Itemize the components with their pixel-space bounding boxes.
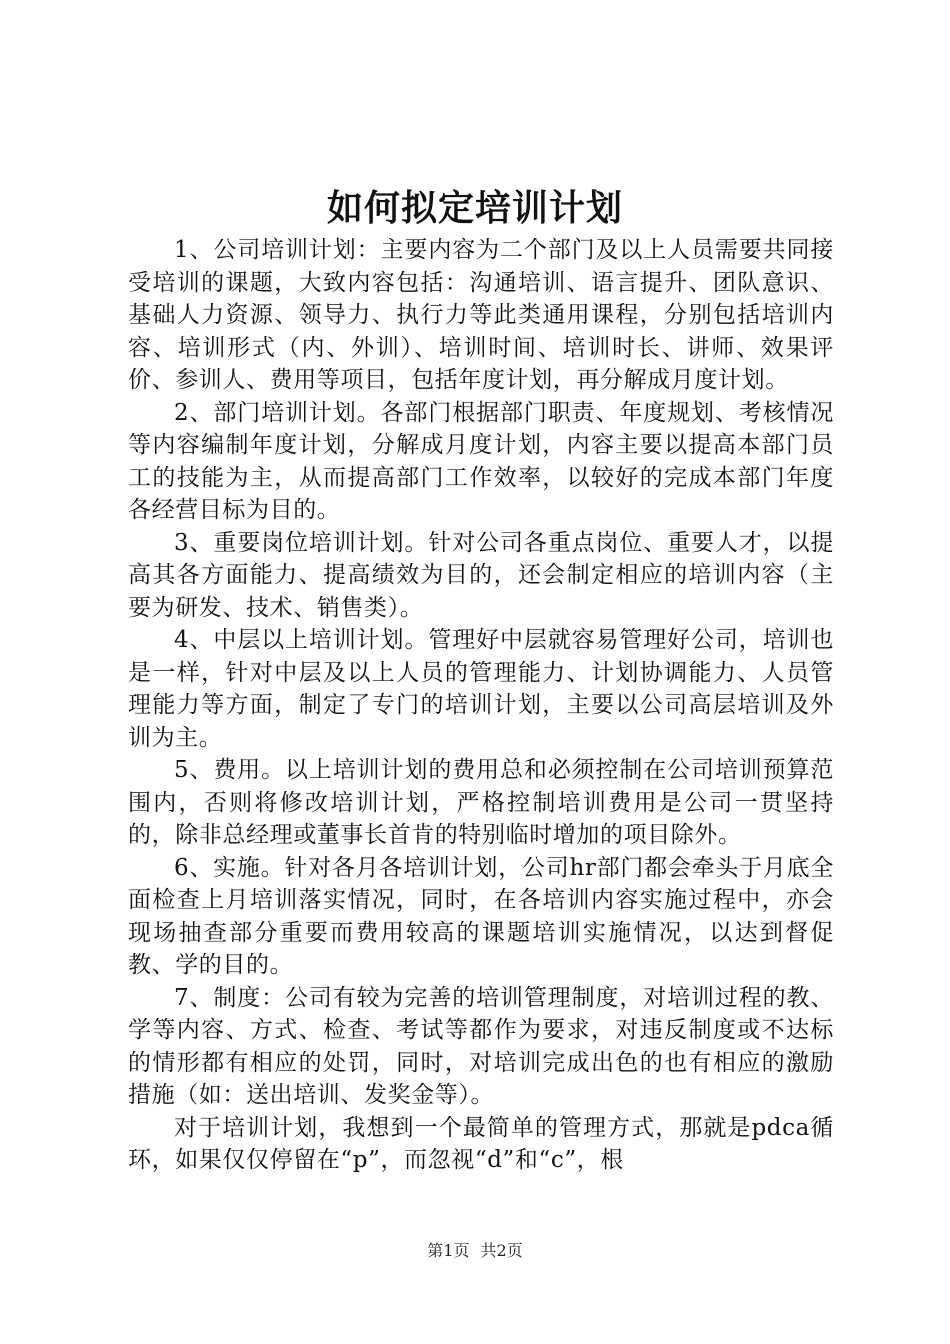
paragraph-6: 6、实施。针对各月各培训计划，公司hr部门都会牵头于月底全面检查上月培训落实情况，同时，在各培训内容实施过程中，亦会现场抽查部分重要而费用较高的课题培训实施情况，以达到督促教、学的目的。 [128, 854, 834, 978]
paragraph-3: 3、重要岗位培训计划。针对公司各重点岗位、重要人才，以提高其各方面能力、提高绩效为目的，还会制定相应的培训内容（主要为研发、技术、销售类）。 [128, 529, 834, 621]
page-total: 共2页 [480, 1241, 523, 1260]
page-number: 第1页 [427, 1241, 470, 1260]
paragraph-1: 1、公司培训计划：主要内容为二个部门及以上人员需要共同接受培训的课题，大致内容包括：沟通培训、语言提升、团队意识、基础人力资源、领导力、执行力等此类通用课程，分别包括培训内容、培训形式（内、外训）、培训时间、培训时长、讲师、效果评价、参训人、费用等项目，包括年度计划，再分解成月度计划。 [128, 237, 834, 393]
paragraph-2: 2、部门培训计划。各部门根据部门职责、年度规划、考核情况等内容编制年度计划，分解成月度计划，内容主要以提高本部门员工的技能为主，从而提高部门工作效率，以较好的完成本部门年度各经营目标为目的。 [128, 399, 834, 523]
page-footer [0, 1240, 950, 1262]
document-title: 如何拟定培训计划 [326, 187, 623, 229]
document-body [128, 234, 834, 1177]
paragraph-7: 7、制度：公司有较为完善的培训管理制度，对培训过程的教、学等内容、方式、检查、考试等都作为要求，对违反制度或不达标的情形都有相应的处罚，同时，对培训完成出色的也有相应的激励措施（如：送出培训、发奖金等）。 [128, 984, 834, 1108]
paragraph-5: 5、费用。以上培训计划的费用总和必须控制在公司培训预算范围内，否则将修改培训计划，严格控制培训费用是公司一贯坚持的，除非总经理或董事长首肯的特别临时增加的项目除外。 [128, 757, 834, 848]
paragraph-8: 对于培训计划，我想到一个最简单的管理方式，那就是pdca循环，如果仅仅停留在“p”，而忽视“d”和“c”，根 [128, 1114, 834, 1173]
paragraph-4: 4、中层以上培训计划。管理好中层就容易管理好公司，培训也是一样，针对中层及以上人员的管理能力、计划协调能力、人员管理能力等方面，制定了专门的培训计划，主要以公司高层培训及外训为主。 [128, 627, 834, 751]
